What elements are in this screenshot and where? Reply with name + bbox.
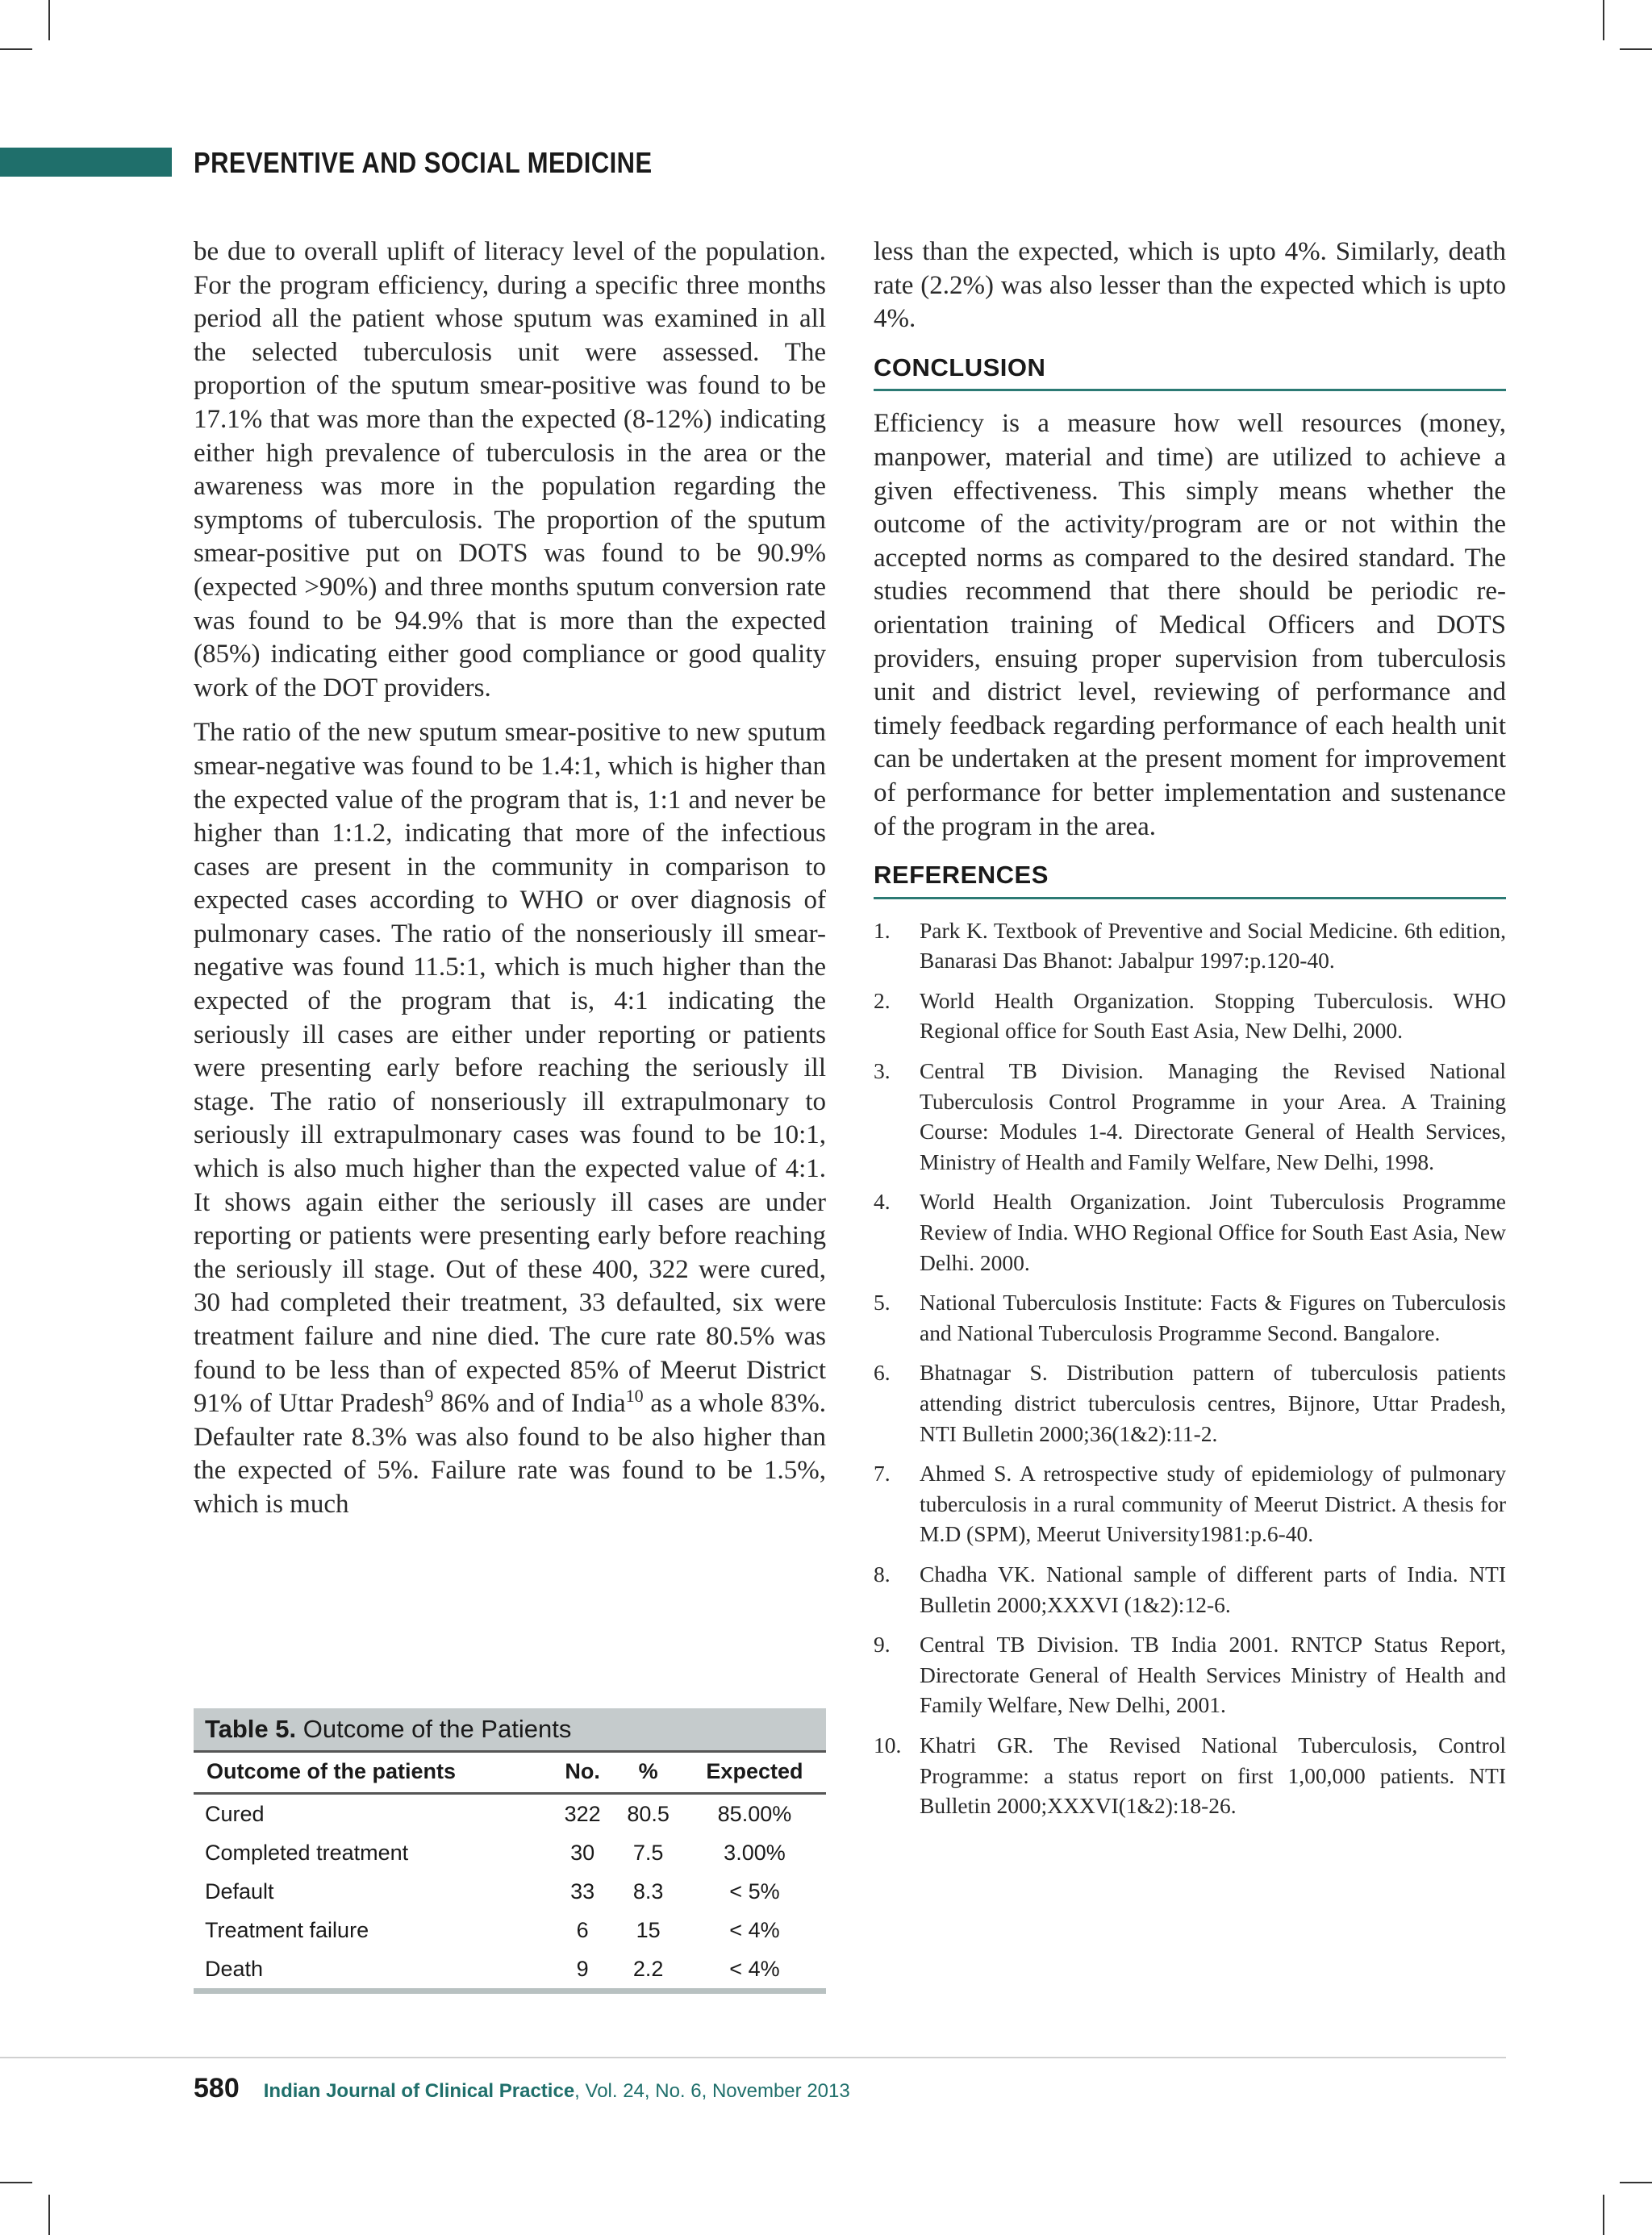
text-run: The ratio of the new sputum smear-positive to new sputum smear-negative was found to be 1.4:1, which is higher than the expected value of the program that is, 1:1 and never be higher than 1:1.2, indicating that more of the infectious cases are present in the community in comparison to expected cases according to WHO or over diagnosis of pulmonary cases. The ratio of the nonseriously ill smear-negative was found 11.5:1, which is much higher than the expected of the program that is, 4:1 indicating the seriously ill cases are either under reporting or patients were presenting early before reaching the seriously ill stage. The ratio of nonseriously ill extrapulmonary to seriously ill extrapulmonary cases was found to be 10:1, which is also much higher than the expected value of 4:1. It shows again either the seriously ill cases are under reporting or patients were presenting early before reaching the seriously ill stage. Out of these 400, 322 were cured, 30 had completed their treatment, 33 defaulted, six were treatment failure and nine died. The cure rate 80.5% was found to be less than of expected 85% of Meerut District 91% of Uttar Pradesh: [194, 718, 826, 1419]
table-cell: Completed treatment: [205, 1840, 409, 1865]
reference-text: Central TB Division. Managing the Revised National Tuberculosis Control Programme in your Area. A Training Course: Modules 1-4. Directorate General of Health Services, Ministry of Health and Family Welfare, New Delhi, 1998.: [920, 1058, 1506, 1174]
reference-item: [874, 915, 1506, 976]
table-caption-text: Outcome of the Patients: [296, 1715, 572, 1743]
table-cell: 30: [570, 1840, 595, 1865]
reference-item: [874, 1629, 1506, 1720]
text-run: 86% and of India: [433, 1389, 626, 1419]
outcome-data-table: [194, 1750, 826, 1994]
column-header: Outcome of the patients: [194, 1752, 552, 1794]
outcome-table: [194, 1708, 826, 1994]
table-cell: < 4%: [683, 1949, 826, 1991]
reference-number: 9.: [874, 1632, 891, 1657]
section-title: PREVENTIVE AND SOCIAL MEDICINE: [194, 146, 653, 179]
table-caption-label: Table 5.: [205, 1715, 297, 1743]
citation-superscript: 9: [424, 1386, 434, 1407]
reference-number: 3.: [874, 1058, 891, 1084]
table-row: [194, 1911, 826, 1949]
body-paragraph: less than the expected, which is upto 4%. Similarly, death rate (2.2%) was also lesser than the expected which is upto 4%.: [874, 237, 1506, 334]
reference-number: 1.: [874, 917, 891, 943]
table-cell: < 5%: [729, 1878, 780, 1904]
column-header: No.: [552, 1752, 614, 1794]
table-cell: 7.5: [632, 1840, 664, 1865]
page-footer: [194, 2073, 850, 2104]
reference-number: 6.: [874, 1360, 891, 1386]
reference-text: Bhatnagar S. Distribution pattern of tuberculosis patients attending district tuberculosis centres, Bijnore, Uttar Pradesh, NTI Bulletin 2000;36(1&2):11-2.: [920, 1360, 1506, 1446]
table-cell: 6: [576, 1917, 589, 1942]
conclusion-paragraph: Efficiency is a measure how well resources (money, manpower, material and time) are utilized to achieve a given effectiveness. This simply means whether the outcome of the activity/program are or not within the accepted norms as compared to the desired standard. The studies recommend that there should be periodic re-orientation training of Medical Officers and DOTS providers, ensuing proper supervision from tuberculosis unit and district level, reviewing of performance and timely feedback regarding performance of each health unit can be undertaken at the present moment for improvement of performance for better implementation and sustenance of the program in the area.: [874, 409, 1506, 841]
table-cell: Cured: [205, 1801, 265, 1826]
page-number: 580: [194, 2073, 240, 2104]
table-row: [194, 1949, 826, 1991]
references-heading: REFERENCES: [874, 858, 1506, 899]
table-cell: 33: [570, 1878, 595, 1904]
table-cell: 9: [552, 1949, 614, 1991]
table-row: [194, 1794, 826, 1834]
crop-mark: [1603, 2195, 1604, 2235]
table-row: [194, 1872, 826, 1911]
citation-superscript: 10: [625, 1386, 644, 1407]
crop-mark: [0, 2182, 32, 2183]
column-header: %: [613, 1752, 683, 1794]
table-caption: [194, 1708, 826, 1750]
reference-item: [874, 1458, 1506, 1549]
table-cell: 322: [564, 1801, 601, 1826]
table-cell: 2.2: [613, 1949, 683, 1991]
journal-name: Indian Journal of Clinical Practice: [263, 2080, 575, 2102]
reference-item: [874, 1559, 1506, 1620]
reference-number: 8.: [874, 1561, 891, 1587]
crop-mark: [1620, 48, 1652, 50]
reference-number: 7.: [874, 1461, 891, 1487]
table-row: [194, 1833, 826, 1872]
crop-mark: [48, 0, 50, 40]
table-cell: 8.3: [632, 1878, 664, 1904]
reference-text: World Health Organization. Stopping Tuberculosis. WHO Regional office for South East Asia, New Delhi, 2000.: [920, 987, 1506, 1044]
reference-text: Ahmed S. A retrospective study of epidemiology of pulmonary tuberculosis in a rural community of Meerut District. A thesis for M.D (SPM), Meerut University1981:p.6-40.: [920, 1461, 1506, 1547]
reference-number: 10.: [874, 1732, 902, 1758]
section-color-bar: [0, 148, 172, 177]
reference-text: Central TB Division. TB India 2001. RNTCP Status Report, Directorate General of Health Services Ministry of Health and Family Welfare, New Delhi, 2001.: [920, 1632, 1506, 1718]
footer-rule: [0, 2057, 1506, 2058]
reference-item: [874, 1056, 1506, 1177]
column-header: Expected: [683, 1752, 826, 1794]
body-paragraph: be due to overall uplift of literacy level of the population. For the program efficiency, during a specific three months period all the patient whose sputum was examined in all the selected tuberculosis unit were assessed. The proportion of the sputum smear-positive was found to be 17.1% that was more than the expected (8-12%) indicating either high prevalence of tuberculosis in the area or the awareness was more in the population regarding the symptoms of tuberculosis. The proportion of the sputum smear-positive put on DOTS was found to be 90.9% (expected >90%) and three months sputum conversion rate was found to be 94.9% that is more than the expected (85%) indicating either good compliance or good quality work of the DOT providers.: [194, 237, 826, 703]
table-cell: Treatment failure: [205, 1917, 369, 1942]
reference-text: Chadha VK. National sample of different parts of India. NTI Bulletin 2000;XXXVI (1&2):12-6.: [920, 1561, 1506, 1617]
right-column: [874, 236, 1506, 1831]
table-cell: 15: [636, 1917, 661, 1942]
reference-item: [874, 1730, 1506, 1821]
body-paragraph: [194, 716, 826, 1521]
reference-text: World Health Organization. Joint Tuberculosis Programme Review of India. WHO Regional Office for South East Asia, New Delhi. 2000.: [920, 1189, 1506, 1275]
reference-text: Khatri GR. The Revised National Tuberculosis, Control Programme: a status report on first 1,00,000 patients. NTI Bulletin 2000;XXXVI(1&2):18-26.: [920, 1732, 1506, 1819]
reference-item: [874, 1186, 1506, 1278]
crop-mark: [48, 2195, 50, 2235]
conclusion-heading: CONCLUSION: [874, 351, 1506, 392]
reference-number: 4.: [874, 1189, 891, 1215]
crop-mark: [1620, 2182, 1652, 2183]
reference-text: Park K. Textbook of Preventive and Social Medicine. 6th edition, Banarasi Das Bhanot: Jabalpur 1997:p.120-40.: [920, 917, 1506, 974]
reference-item: [874, 986, 1506, 1046]
table-cell: Death: [194, 1949, 552, 1991]
reference-number: 5.: [874, 1290, 891, 1316]
table-header-row: [194, 1752, 826, 1794]
reference-number: 2.: [874, 987, 891, 1013]
table-cell: Default: [205, 1878, 274, 1904]
left-column: [194, 236, 826, 1533]
reference-list: [874, 915, 1506, 1821]
crop-mark: [0, 48, 32, 50]
table-cell: 3.00%: [724, 1840, 786, 1865]
reference-text: National Tuberculosis Institute: Facts & Figures on Tuberculosis and National Tuberculosis Programme Second. Bangalore.: [920, 1290, 1506, 1345]
journal-issue: , Vol. 24, No. 6, November 2013: [574, 2080, 850, 2102]
table-cell: 85.00%: [717, 1801, 792, 1826]
table-cell: 80.5: [627, 1801, 670, 1826]
reference-item: [874, 1287, 1506, 1348]
table-cell: < 4%: [729, 1917, 780, 1942]
text-run: as a whole 83%. Defaulter rate 8.3% was also found to be also higher than the expected of 5%. Failure rate was found to be 1.5%, which is much: [194, 1389, 827, 1519]
crop-mark: [1603, 0, 1604, 40]
reference-item: [874, 1357, 1506, 1449]
